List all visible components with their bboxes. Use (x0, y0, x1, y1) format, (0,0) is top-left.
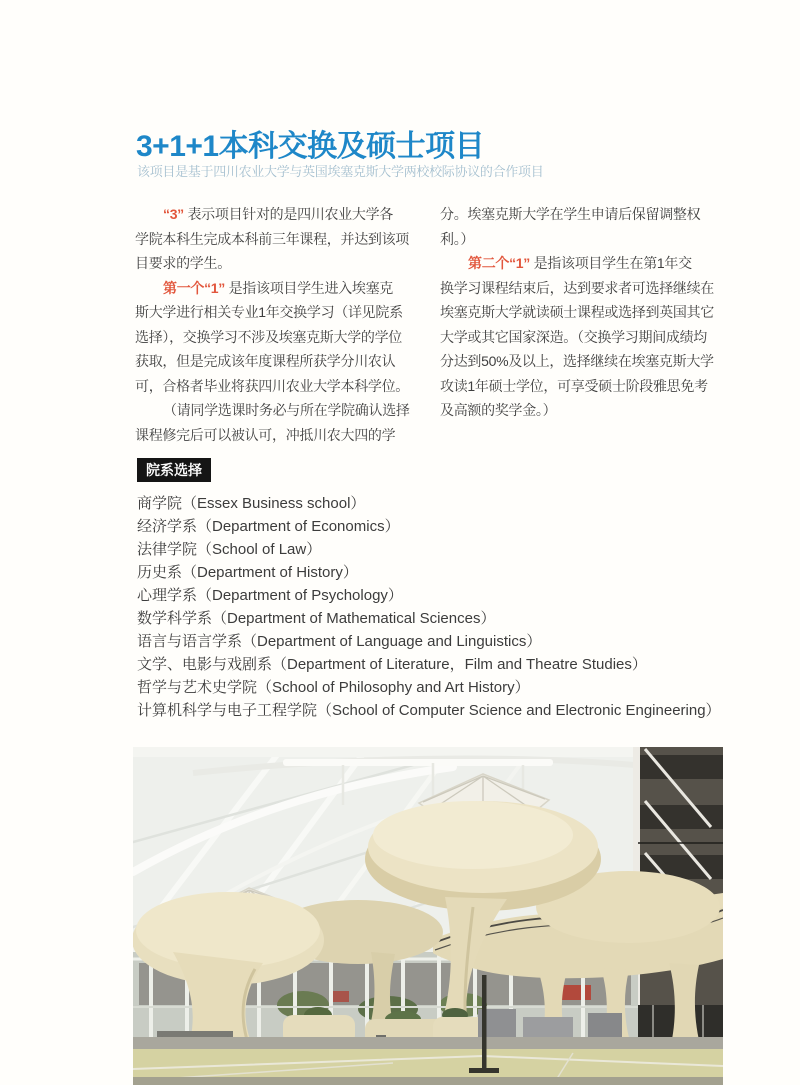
atrium-floor (133, 1037, 723, 1085)
text-line: 可，合格者毕业将获四川农业大学本科学位。 (135, 377, 409, 394)
department-item: 文学、电影与戏剧系（Department of Literature，Film and Theatre Studies） (137, 656, 647, 673)
text-line: 课程修完后可以被认可，冲抵川农大四的学 (135, 426, 396, 443)
department-item: 商学院（Essex Business school） (137, 495, 366, 512)
text-line: 分。埃塞克斯大学在学生申请后保留调整权 (440, 206, 701, 222)
text-line: 分达到50%及以上，选择继续在埃塞克斯大学 (440, 353, 714, 369)
highlight-term: 第一个“1” (163, 279, 225, 296)
text-line: 选择），交换学习不涉及埃塞克斯大学的学位 (135, 328, 402, 345)
department-item: 计算机科学与电子工程学院（School of Computer Science and Electronic Engineering） (137, 702, 721, 719)
highlight-term: 第二个“1” (468, 255, 530, 271)
campus-atrium-photo (133, 747, 723, 1085)
department-item: 历史系（Department of History） (137, 564, 358, 581)
department-item: 心理学系（Department of Psychology） (137, 587, 403, 604)
text-line: 及高额的奖学金。） (440, 402, 557, 418)
department-item: 经济学系（Department of Economics） (137, 518, 400, 535)
text-line: 斯大学进行相关专业1年交换学习（详见院系 (135, 304, 403, 320)
text-line: 目要求的学生。 (135, 255, 231, 271)
department-item: 数学科学系（Department of Mathematical Sciences） (137, 610, 496, 627)
intro-right-column (440, 202, 725, 423)
text-line: （请同学选课时务必与所在学院确认选择 (163, 402, 410, 418)
text-line: 大学或其它国家深造。（交换学习期间成绩均 (440, 328, 707, 345)
text-line: 第一个“1” 是指该项目学生进入埃塞克 (163, 279, 393, 296)
text-line: 学院本科生完成本科前三年课程，并达到该项 (135, 230, 409, 247)
department-item: 语言与语言学系（Department of Language and Linguistics） (137, 633, 542, 650)
section-label-badge: 院系选择 (137, 458, 211, 482)
department-item: 法律学院（School of Law） (137, 541, 322, 558)
text-line: “3” 表示项目针对的是四川农业大学各 (163, 206, 393, 222)
page-title: 3+1+1本科交换及硕士项目 (136, 130, 485, 164)
department-item: 哲学与艺术史学院（School of Philosophy and Art History） (137, 679, 530, 696)
text-line: 利。） (440, 230, 475, 247)
text-line: 换学习课程结束后，达到要求者可选择继续在 (440, 279, 714, 296)
highlight-term: “3” (163, 206, 184, 222)
text-line: 第二个“1” 是指该项目学生在第1年交 (468, 255, 692, 271)
text-line: 埃塞克斯大学就读硕士课程或选择到英国其它 (440, 304, 714, 320)
text-line: 攻读1年硕士学位，可享受硕士阶段雅思免考 (440, 377, 708, 394)
department-list (137, 492, 721, 722)
intro-left-column (135, 202, 420, 447)
atrium-photo-illustration (133, 747, 723, 1085)
text-line: 获取，但是完成该年度课程所获学分川农认 (135, 353, 396, 369)
page-subtitle: 该项目是基于四川农业大学与英国埃塞克斯大学两校校际协议的合作项目 (137, 164, 544, 179)
